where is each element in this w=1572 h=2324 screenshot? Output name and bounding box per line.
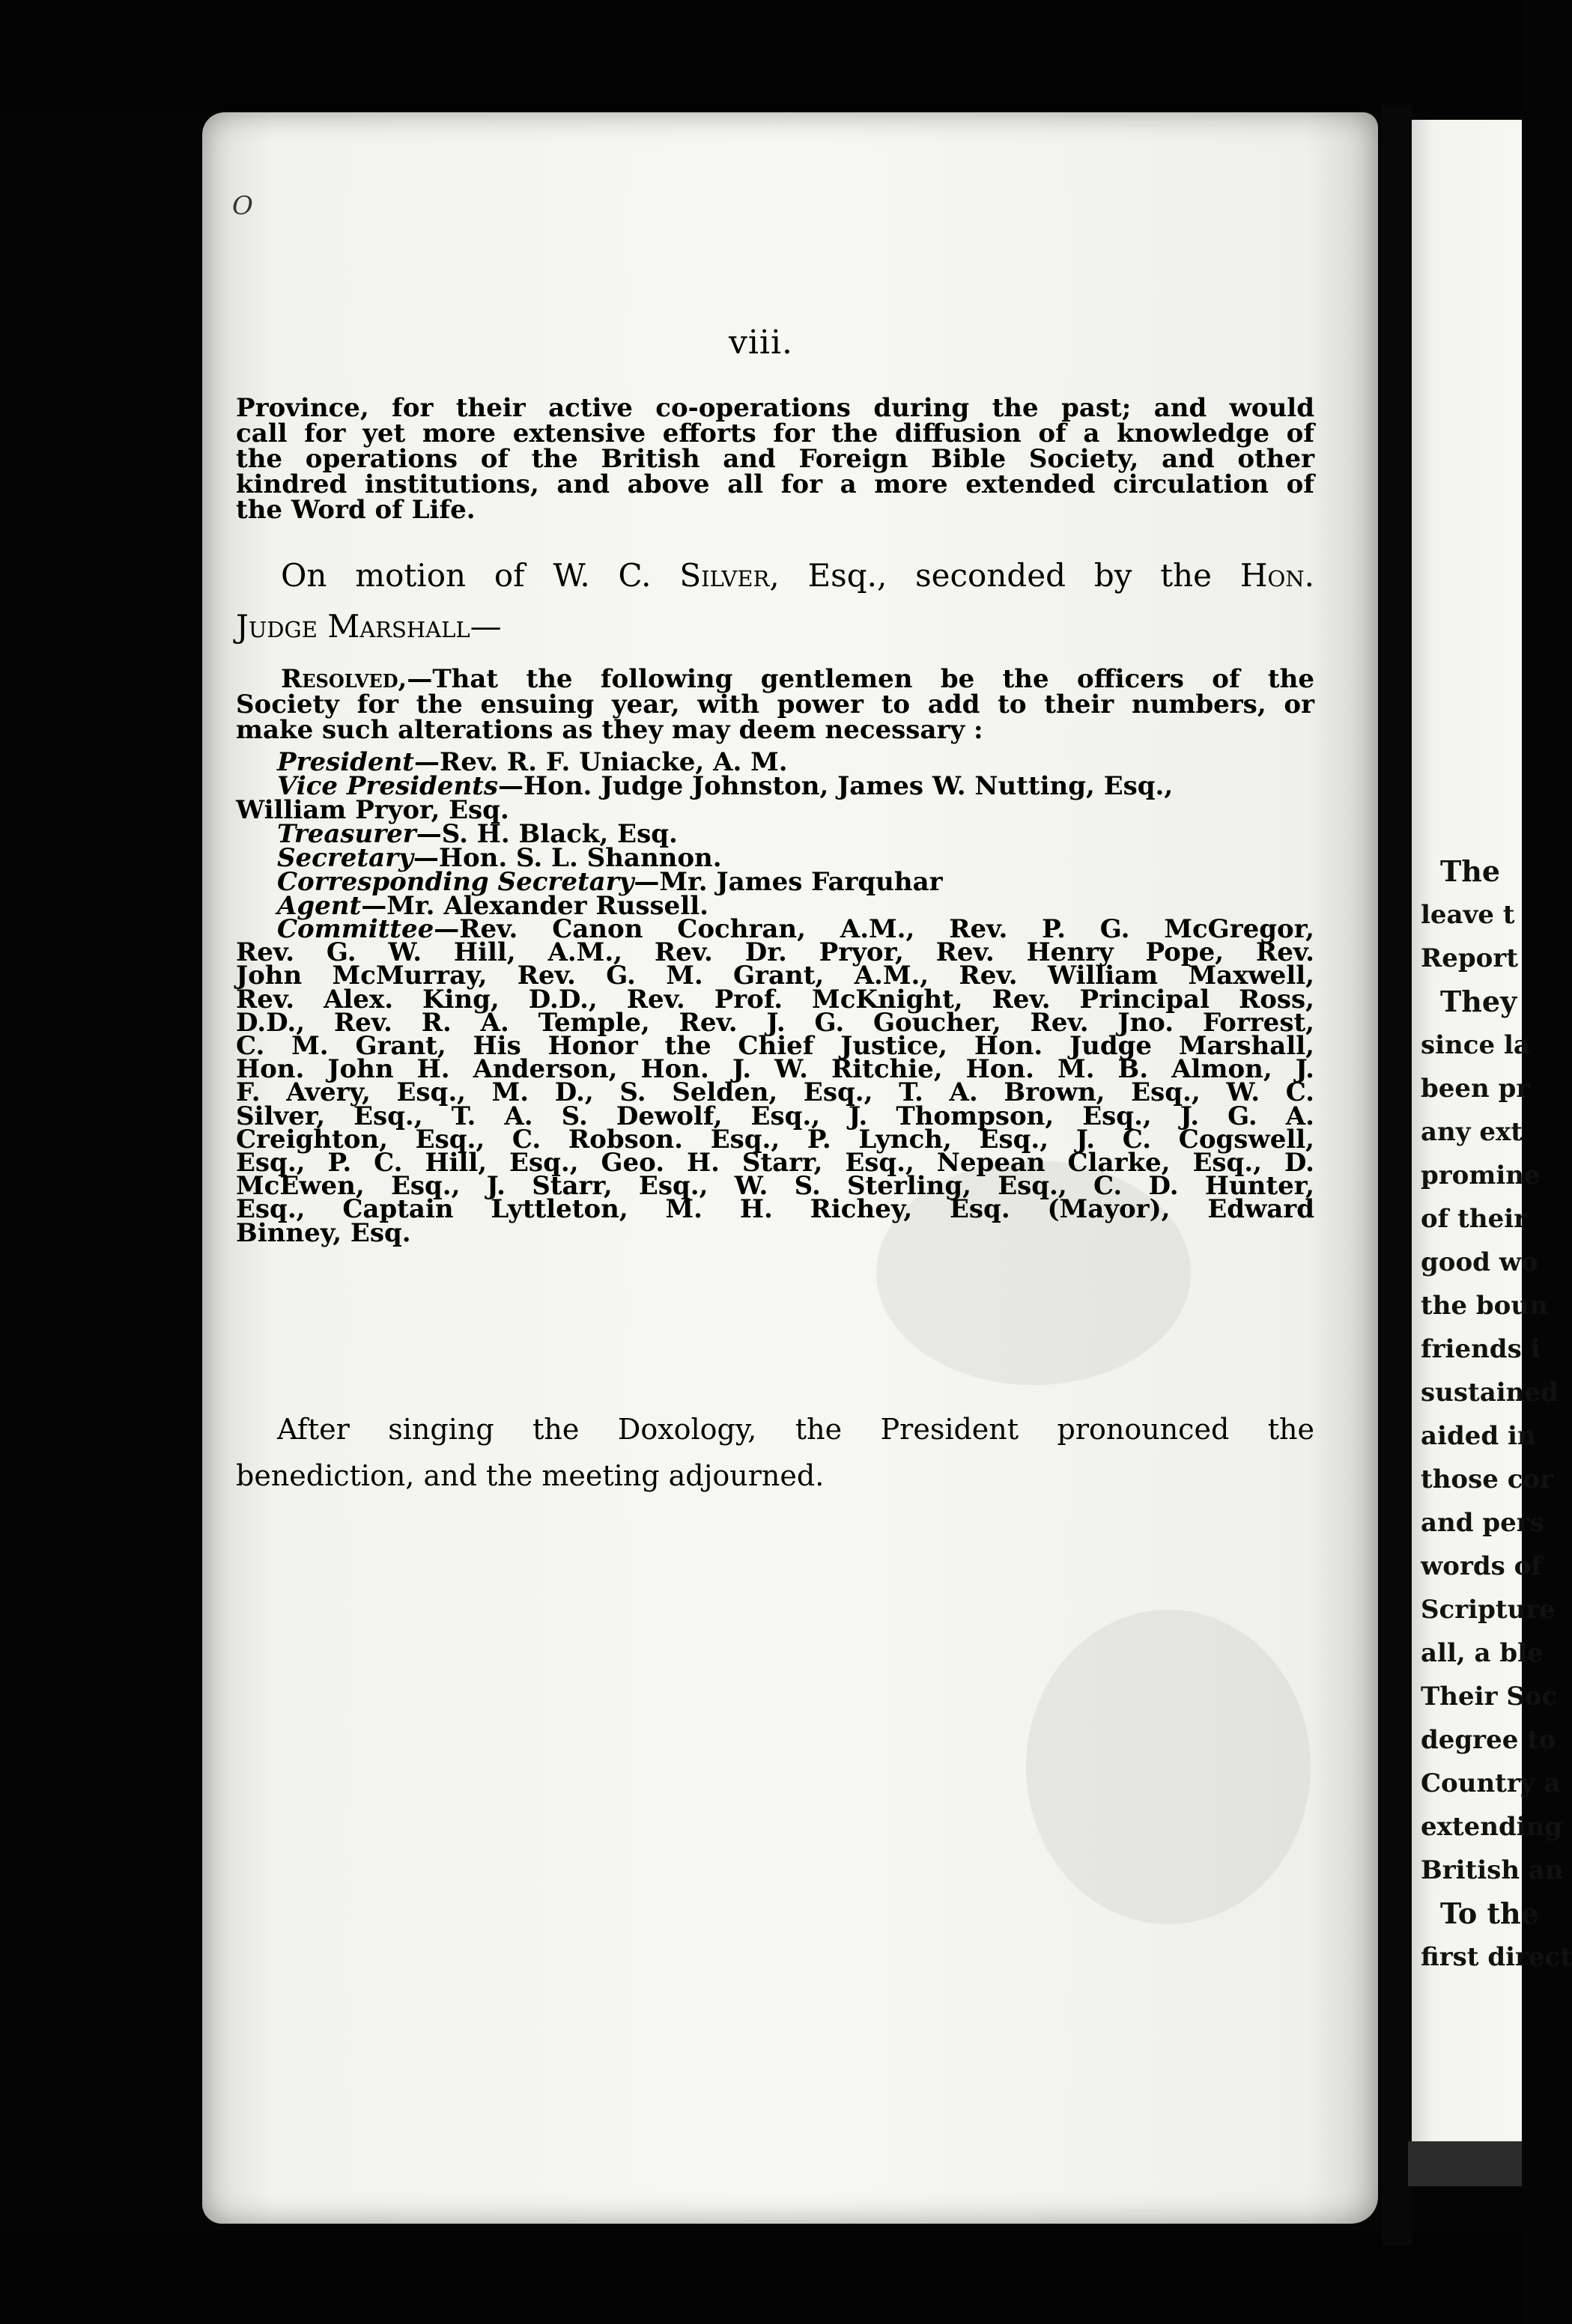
text-line: Rev. Alex. King, D.D., Rev. Prof. McKnight, Rev. Principal Ross, [236,984,1314,1015]
text-line: the operations of the British and Foreign Bible Society, and other [236,444,1314,474]
officers-list [236,747,1314,921]
officer-name: —Hon. Judge Johnston, James W. Nutting, Esq., [498,771,1174,801]
paragraph-province [236,395,1314,523]
officer-role: Corresponding Secretary [277,867,634,897]
right-line: promine [1421,1161,1541,1190]
officer-role: Agent [277,891,362,921]
right-line: first direct [1421,1942,1572,1972]
officer-name: —Rev. R. F. Uniacke, A. M. [414,747,788,777]
right-line: The [1440,854,1501,888]
officer-name: —S. H. Black, Esq. [416,819,678,849]
officer-name: —Hon. S. L. Shannon. [413,843,722,873]
margin-mark: O [232,191,253,221]
resolved-text: ,—That the following gentlemen be the officers of the [398,664,1314,694]
text-line: Binney, Esq. [236,1217,411,1248]
text-line: kindred institutions, and above all for a more extended circulation of [236,469,1314,499]
right-line: Their Soc [1421,1682,1558,1712]
officer-role: Treasurer [277,819,416,849]
right-line: those cor [1421,1464,1554,1494]
film-edge-top [0,0,1522,112]
officer-role: Secretary [277,843,413,873]
officer-role: President [277,747,414,777]
bleed-through-smudge [1026,1610,1311,1924]
committee-role: Committee [277,914,434,944]
right-line: friends i [1421,1334,1541,1364]
right-line: all, a ble [1421,1638,1544,1668]
right-line: the boun [1421,1291,1548,1321]
right-line: leave t [1421,900,1515,930]
motion-line [236,550,1314,601]
text-line: Hon. John H. Anderson, Hon. J. W. Ritchie, Hon. M. B. Almon, J. [236,1054,1314,1085]
right-line: They [1440,985,1517,1018]
right-line: Country a [1421,1768,1561,1798]
right-line: and pers [1421,1508,1544,1538]
text-line: Silver, Esq., T. A. S. Dewolf, Esq., J. Thompson, Esq., J. G. A. [236,1101,1314,1131]
text-line: benediction, and the meeting adjourned. [236,1459,825,1492]
text-line: McEwen, Esq., J. Starr, Esq., W. S. Sterling, Esq., C. D. Hunter, [236,1171,1314,1202]
motion-mover: Silver [679,557,770,594]
right-line: sustained [1421,1378,1559,1408]
officer-role: Vice Presidents [277,771,499,801]
text-line: make such alterations as they may deem necessary : [236,715,983,745]
text-line: the Word of Life. [236,495,476,525]
motion-seconder: Judge Marshall [236,608,470,645]
motion-paragraph [236,550,1314,652]
right-page-bottom-edge [1408,2141,1522,2186]
right-line: Scripture [1421,1595,1556,1625]
text-line: Society for the ensuing year, with power to add to their numbers, or [236,690,1314,720]
text-line: F. Avery, Esq., M. D., S. Selden, Esq., T. A. Brown, Esq., W. C. [236,1077,1314,1108]
motion-middle: , Esq., seconded by the [769,557,1240,594]
text-line: Esq., Captain Lyttleton, M. H. Richey, Esq. (Mayor), Edward [236,1194,1314,1225]
right-page [1412,120,1572,2141]
text-line: Creighton, Esq., C. Robson. Esq., P. Lynch, Esq., J. C. Cogswell, [236,1124,1314,1155]
committee-text: —Rev. Canon Cochran, A.M., Rev. P. G. McGregor, [434,914,1314,944]
committee-list [236,914,1314,1248]
right-line: been pr [1421,1074,1530,1104]
film-edge-bottom [0,2231,1522,2324]
book-gutter [1382,105,1412,2246]
officer-name: —Mr. Alexander Russell. [361,891,708,921]
text-line [236,666,1314,692]
text-line: Rev. G. W. Hill, A.M., Rev. Dr. Pryor, Rev. Henry Pope, Rev. [236,937,1314,968]
text-line: D.D., Rev. R. A. Temple, Rev. J. G. Goucher, Rev. Jno. Forrest, [236,1007,1314,1038]
right-line: British an [1421,1855,1564,1885]
right-line: words of [1421,1551,1542,1581]
right-line: good wo [1421,1247,1538,1277]
resolved-lead: Resolved [281,664,398,694]
text-line: Esq., P. C. Hill, Esq., Geo. H. Starr, Esq., Nepean Clarke, Esq., D. [236,1148,1314,1178]
right-line: aided in [1421,1421,1536,1451]
right-line: since la [1421,1030,1530,1060]
right-line: any ext [1421,1117,1523,1147]
right-line: of their [1421,1204,1528,1234]
text-line: John McMurray, Rev. G. M. Grant, A.M., Rev. William Maxwell, [236,961,1314,991]
motion-line [236,601,1314,652]
resolved-paragraph [236,666,1314,743]
text-line: After singing the Doxology, the President pronounced the [277,1413,1314,1446]
motion-hon: Hon. [1239,557,1314,594]
text-line: Province, for their active co-operations during the past; and would [236,393,1314,423]
closing-paragraph [236,1406,1314,1499]
officer-name: William Pryor, Esq. [236,795,509,825]
text-line: call for yet more extensive efforts for the diffusion of a knowledge of [236,419,1314,448]
page-number: viii. [728,323,794,362]
motion-dash: — [470,608,502,645]
text-line: C. M. Grant, His Honor the Chief Justice, Hon. Judge Marshall, [236,1031,1314,1062]
right-line: extending [1421,1812,1563,1842]
right-page-text [1421,850,1572,1979]
right-line: Report [1421,943,1518,973]
right-line: To the [1440,1896,1539,1930]
motion-prefix: On motion of W. C. [281,557,680,594]
officer-name: —Mr. James Farquhar [634,867,943,897]
right-line: degree to [1421,1725,1556,1755]
